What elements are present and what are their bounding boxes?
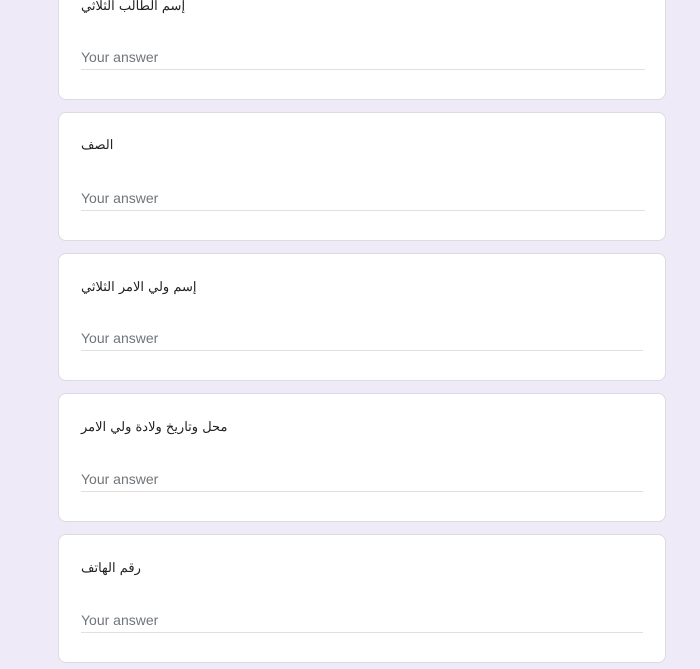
question-title: رقم الهاتف [81,561,141,576]
question-card-guardian-birthplace-date [58,393,666,522]
question-card-guardian-name [58,253,666,381]
question-title: الصف [81,138,114,153]
answer-placeholder: Your answer [81,471,159,487]
question-card-student-name [58,0,666,100]
answer-input[interactable] [81,187,645,211]
answer-placeholder: Your answer [81,612,159,628]
answer-placeholder: Your answer [81,49,159,65]
question-card-phone-number [58,534,666,663]
question-title: إسم الطالب الثلاثي [81,0,186,14]
answer-input[interactable] [81,609,643,633]
answer-placeholder: Your answer [81,190,159,206]
answer-input[interactable] [81,468,643,492]
question-card-class [58,112,666,241]
answer-input[interactable] [81,46,645,70]
answer-placeholder: Your answer [81,330,159,346]
question-title: محل وتاريخ ولادة ولي الامر [81,420,228,435]
question-title: إسم ولي الامر الثلاثي [81,280,197,295]
answer-input[interactable] [81,327,643,351]
